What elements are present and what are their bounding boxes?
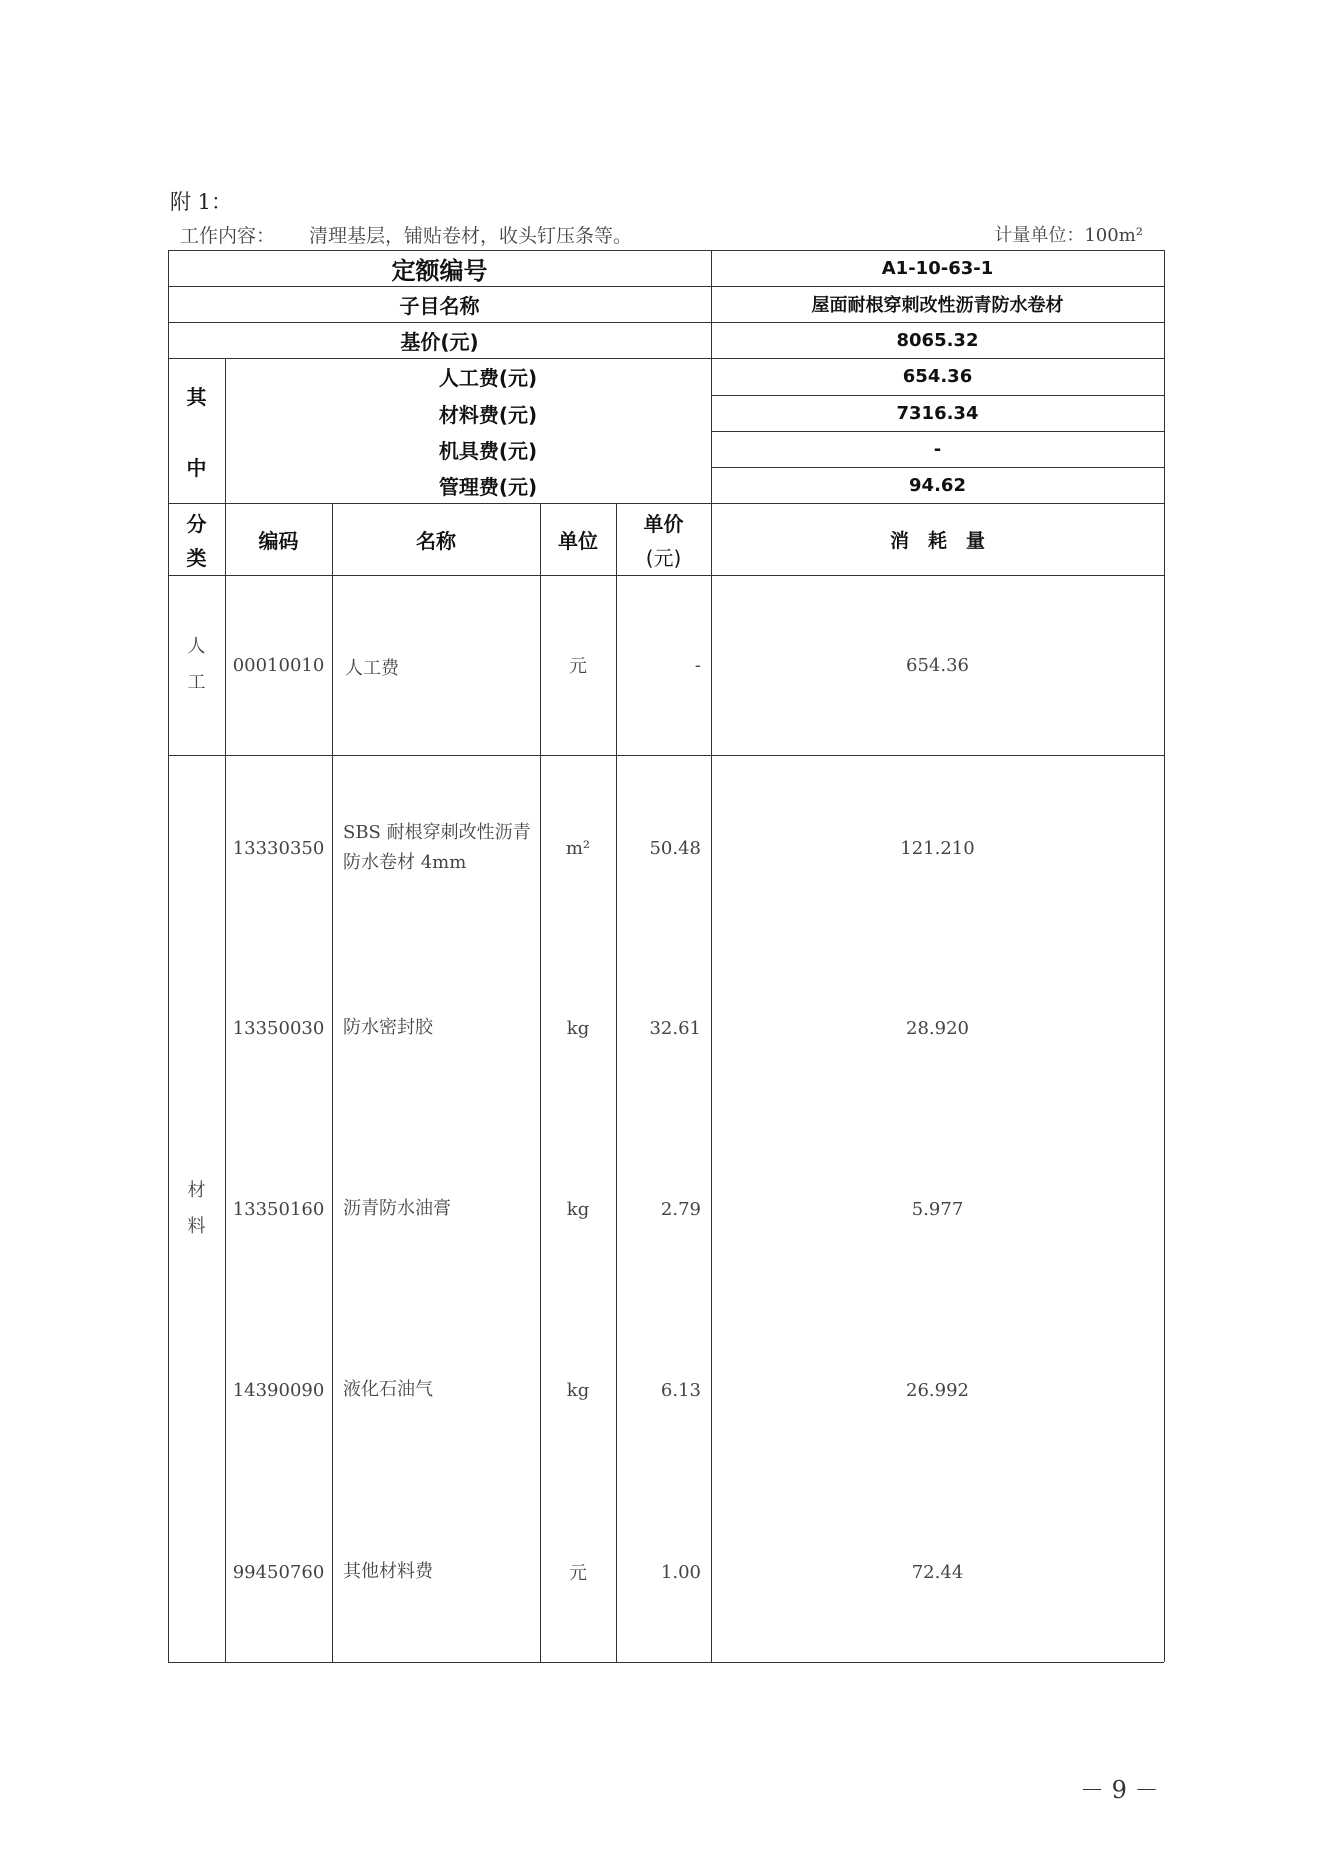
item-name: 屋面耐根穿刺改性沥青防水卷材: [811, 295, 1064, 316]
item-qty: 26.992: [906, 1379, 969, 1401]
item-qty: 654.36: [906, 654, 969, 676]
category-labor: 人 工: [187, 636, 206, 693]
item-code: 13330350: [232, 837, 325, 859]
item-code: 13350030: [232, 1017, 325, 1039]
item-name: 沥青防水油膏: [343, 1198, 451, 1219]
machine-label: 机具费(元): [438, 438, 538, 463]
item-price: 32.61: [649, 1017, 701, 1039]
among-label-2: 中: [186, 455, 207, 480]
base-price: 8065.32: [896, 329, 979, 351]
item-price: -: [694, 654, 701, 676]
item-price: 2.79: [660, 1198, 701, 1220]
page-number: － 9 －: [1080, 1776, 1159, 1804]
item-unit: 元: [569, 656, 587, 677]
category-material: 材 料: [187, 1179, 206, 1237]
col-unit: 单位: [558, 528, 598, 553]
labor-label: 人工费(元): [438, 366, 538, 390]
item-unit: m²: [565, 837, 591, 859]
item-name: 防水密封胶: [343, 1017, 433, 1038]
item-name-label: 子目名称: [399, 293, 480, 318]
work-label: 工作内容：: [180, 225, 276, 247]
item-price: 1.00: [660, 1561, 701, 1583]
col-price-2: (元): [645, 545, 682, 570]
item-name: 液化石油气: [343, 1379, 433, 1400]
col-name: 名称: [416, 528, 456, 553]
machine-value: -: [933, 438, 942, 460]
item-code: 13350160: [232, 1198, 325, 1220]
item-code: 14390090: [232, 1379, 325, 1401]
item-unit: kg: [566, 1017, 590, 1039]
material-value: 7316.34: [896, 402, 979, 424]
material-label: 材料费(元): [438, 402, 538, 427]
unit-label: 计量单位：100m²: [994, 225, 1143, 246]
quota-no: A1-10-63-1: [881, 257, 994, 279]
item-price: 6.13: [660, 1379, 701, 1401]
item-qty: 5.977: [911, 1198, 964, 1220]
base-price-label: 基价(元): [400, 329, 479, 354]
item-code: 00010010: [232, 654, 325, 676]
item-name: 人工费: [345, 658, 399, 679]
col-price-1: 单价: [643, 511, 684, 536]
item-unit: kg: [566, 1198, 590, 1220]
item-name: SBS 耐根穿刺改性沥青防水卷材 4mm: [343, 822, 531, 873]
item-code: 99450760: [232, 1561, 325, 1583]
item-qty: 28.920: [906, 1017, 969, 1039]
mgmt-value: 94.62: [909, 474, 966, 496]
among-label-1: 其: [186, 384, 207, 409]
mgmt-label: 管理费(元): [438, 474, 538, 499]
annex-label: 附 1：: [170, 190, 233, 214]
item-qty: 121.210: [900, 837, 975, 859]
col-consumption: 消 耗 量: [889, 529, 985, 552]
labor-value: 654.36: [902, 366, 973, 387]
col-category-2: 类: [186, 545, 207, 570]
col-category-1: 分: [186, 511, 207, 536]
item-unit: kg: [566, 1379, 590, 1401]
item-qty: 72.44: [911, 1561, 964, 1583]
col-code: 编码: [258, 528, 299, 553]
quota-no-label: 定额编号: [391, 256, 488, 285]
item-unit: 元: [569, 1563, 587, 1584]
item-price: 50.48: [649, 837, 701, 859]
item-name: 其他材料费: [343, 1561, 433, 1582]
work-content: 清理基层，铺贴卷材，收头钉压条等。: [309, 225, 633, 247]
